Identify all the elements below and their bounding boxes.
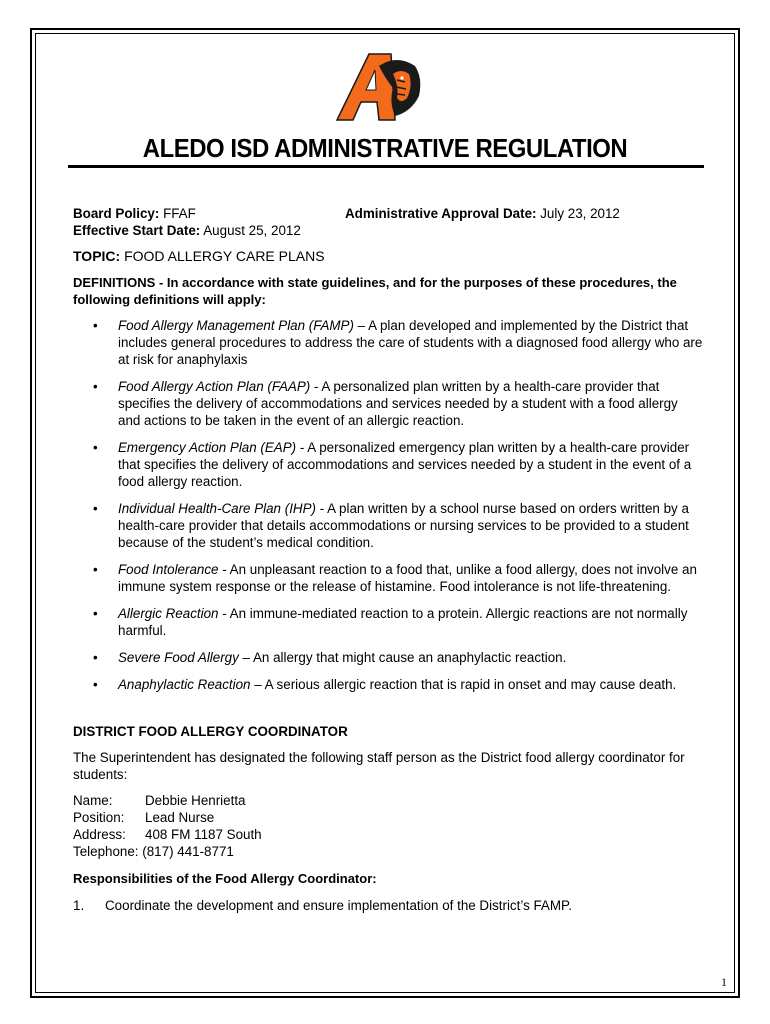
- start-date-label: Effective Start Date:: [73, 223, 201, 238]
- coordinator-address: 408 FM 1187 South: [145, 827, 262, 842]
- coordinator-position: Lead Nurse: [145, 810, 215, 825]
- definitions-list: [73, 317, 703, 693]
- definition-item: • Food Allergy Management Plan (FAMP) – A plan developed and implemented by the District that includes general procedures to address the care of students with a diagnosed food allergy who are at risk for anaphylaxis: [93, 318, 703, 367]
- contact-address-row: Address: 408 FM 1187 South: [73, 827, 262, 842]
- document-body: [73, 205, 703, 914]
- coordinator-heading: DISTRICT FOOD ALLERGY COORDINATOR: [73, 724, 348, 739]
- definition-item: • Anaphylactic Reaction – A serious allergic reaction that is rapid in onset and may cause death.: [93, 677, 677, 692]
- title-divider: [68, 165, 704, 168]
- bullet-icon: •: [93, 501, 98, 516]
- page-title: ALEDO ISD ADMINISTRATIVE REGULATION: [142, 133, 628, 163]
- topic-label: TOPIC:: [73, 248, 121, 264]
- bullet-icon: •: [93, 650, 98, 665]
- definition-item: • Food Allergy Action Plan (FAAP) - A personalized plan written by a health-care provider that specifies the delivery of accommodations and services needed by a student with a food allergy and actions to be taken in the event of an allergic reaction.: [93, 379, 678, 428]
- bullet-icon: •: [93, 440, 98, 455]
- bullet-icon: •: [93, 318, 98, 333]
- definition-item: • Allergic Reaction - An immune-mediated reaction to a protein. Allergic reactions are not normally harmful.: [93, 606, 688, 638]
- definition-item: • Emergency Action Plan (EAP) - A personalized emergency plan written by a health-care provider that specifies the delivery of accommodations and services needed by a student in the event of a food allergy reaction.: [93, 440, 692, 489]
- contact-telephone-row: Telephone: (817) 441-8771: [73, 844, 234, 859]
- bullet-icon: •: [93, 606, 98, 621]
- board-policy-value: FFAF: [163, 206, 196, 221]
- coordinator-intro: The Superintendent has designated the following staff person as the District food allergy coordinator for students:: [73, 750, 685, 782]
- definition-item: • Food Intolerance - An unpleasant reaction to a food that, unlike a food allergy, does not involve an immune system response or the release of histamine. Food intolerance is not life-threatening.: [93, 562, 697, 594]
- coordinator-contact: [73, 792, 703, 860]
- topic-value: FOOD ALLERGY CARE PLANS: [124, 248, 325, 264]
- contact-position-row: Position: Lead Nurse: [73, 810, 215, 825]
- responsibilities-heading: Responsibilities of the Food Allergy Coordinator:: [73, 871, 377, 886]
- definition-item: • Individual Health-Care Plan (IHP) - A plan written by a school nurse based on orders written by a health-care provider that details accommodations or nursing services to be provided to a student because of the student’s medical condition.: [93, 501, 689, 550]
- definition-item: • Severe Food Allergy – An allergy that might cause an anaphylactic reaction.: [93, 650, 567, 665]
- coordinator-telephone: (817) 441-8771: [142, 844, 234, 859]
- start-date-value: August 25, 2012: [203, 223, 301, 238]
- approval-date-value: July 23, 2012: [540, 206, 620, 221]
- board-policy-label: Board Policy:: [73, 206, 160, 221]
- definitions-intro: DEFINITIONS - In accordance with state guidelines, and for the purposes of these procedures, the following definitions will apply:: [73, 275, 677, 307]
- bullet-icon: •: [93, 379, 98, 394]
- responsibility-item: 1. Coordinate the development and ensure implementation of the District’s FAMP.: [73, 898, 572, 913]
- coordinator-name: Debbie Henrietta: [145, 793, 246, 808]
- page-number: 1: [721, 975, 727, 989]
- approval-date-label: Administrative Approval Date:: [345, 206, 537, 221]
- meta-row-2: [73, 222, 703, 239]
- topic-line: [73, 248, 703, 265]
- contact-name-row: Name: Debbie Henrietta: [73, 793, 246, 808]
- meta-row-1: [73, 205, 703, 222]
- bullet-icon: •: [93, 677, 98, 692]
- aledo-logo: [335, 52, 425, 122]
- bullet-icon: •: [93, 562, 98, 577]
